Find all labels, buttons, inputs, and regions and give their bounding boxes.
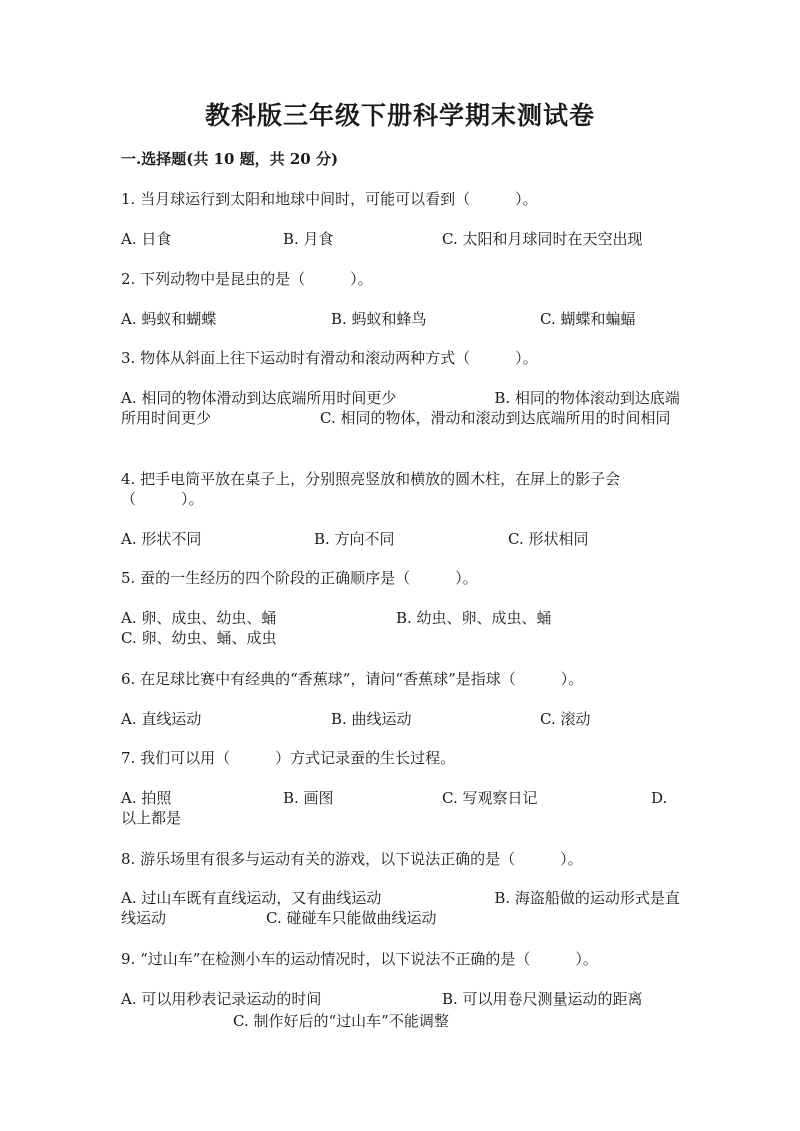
question-4-option-a: A. 形状不同: [121, 530, 202, 548]
question-7-option-c: C. 写观察日记: [442, 789, 538, 807]
question-1-option-a: A. 日食: [121, 230, 172, 248]
question-8-option-b: B. 海盗船做的运动形式是直线运动: [121, 889, 680, 927]
question-9-option-a: A. 可以用秒表记录运动的时间: [121, 990, 322, 1008]
question-6-option-a: A. 直线运动: [121, 710, 202, 728]
question-7-stem: 7. 我们可以用（ ）方式记录蚕的生长过程。: [121, 749, 456, 767]
question-9-stem: 9. “过山车”在检测小车的运动情况时，以下说法不正确的是（ ）。: [121, 950, 598, 968]
question-5-option-c-wrap: [121, 608, 686, 648]
question-3-option-b: B. 相同的物体滚动到达底端所用时间更少: [121, 389, 680, 427]
question-7-option-d: D. 以上都是: [121, 789, 668, 827]
section-heading: 一.选择题(共 10 题，共 20 分): [121, 150, 339, 168]
question-3-option-a: A. 相同的物体滑动到达底端所用时间更少: [121, 389, 397, 407]
question-1-option-b: B. 月食: [283, 230, 334, 248]
question-6-option-b: B. 曲线运动: [331, 710, 412, 728]
question-2-option-a: A. 蚂蚁和蝴蝶: [121, 310, 217, 328]
question-5-option-c: C. 卵、幼虫、蛹、成虫: [121, 629, 277, 647]
question-9-option-b: B. 可以用卷尺测量运动的距离: [442, 990, 643, 1008]
question-2-option-b: B. 蚂蚁和蜂鸟: [331, 310, 427, 328]
question-1-stem: 1. 当月球运行到太阳和地球中间时，可能可以看到（ ）。: [121, 190, 538, 208]
question-7-option-b: B. 画图: [283, 789, 334, 807]
question-7-option-d-wrap: [121, 788, 686, 828]
question-2-option-c: C. 蝴蝶和蝙蝠: [540, 310, 636, 328]
question-5-option-b: B. 幼虫、卵、成虫、蛹: [396, 609, 552, 627]
question-5-stem: 5. 蚕的一生经历的四个阶段的正确顺序是（ ）。: [121, 569, 478, 587]
question-4-option-b: B. 方向不同: [314, 530, 395, 548]
question-3-stem: 3. 物体从斜面上往下运动时有滑动和滚动两种方式（ ）。: [121, 349, 538, 367]
question-3-options: [121, 388, 686, 428]
page-title: 教科版三年级下册科学期末测试卷: [204, 101, 595, 130]
question-1-option-c: C. 太阳和月球同时在天空出现: [442, 230, 643, 248]
question-5-option-a: A. 卵、成虫、幼虫、蛹: [121, 609, 277, 627]
question-8-options: [121, 888, 686, 928]
question-3-option-c: C. 相同的物体，滑动和滚动到达底端所用的时间相同: [320, 409, 671, 427]
question-6-stem: 6. 在足球比赛中有经典的“香蕉球”，请问“香蕉球”是指球（ ）。: [121, 670, 584, 688]
question-9-option-c: C. 制作好后的“过山车”不能调整: [233, 1012, 449, 1030]
question-8-stem: 8. 游乐场里有很多与运动有关的游戏，以下说法正确的是（ ）。: [121, 850, 583, 868]
question-2-stem: 2. 下列动物中是昆虫的是（ ）。: [121, 270, 373, 288]
question-4-stem: 4. 把手电筒平放在桌子上，分别照亮竖放和横放的圆木柱，在屏上的影子会（ ）。: [121, 470, 621, 508]
question-8-option-c: C. 碰碰车只能做曲线运动: [266, 909, 437, 927]
question-6-option-c: C. 滚动: [540, 710, 591, 728]
question-4-option-c: C. 形状相同: [508, 530, 589, 548]
question-8-option-a: A. 过山车既有直线运动，又有曲线运动: [121, 889, 382, 907]
question-7-option-a: A. 拍照: [121, 789, 172, 807]
